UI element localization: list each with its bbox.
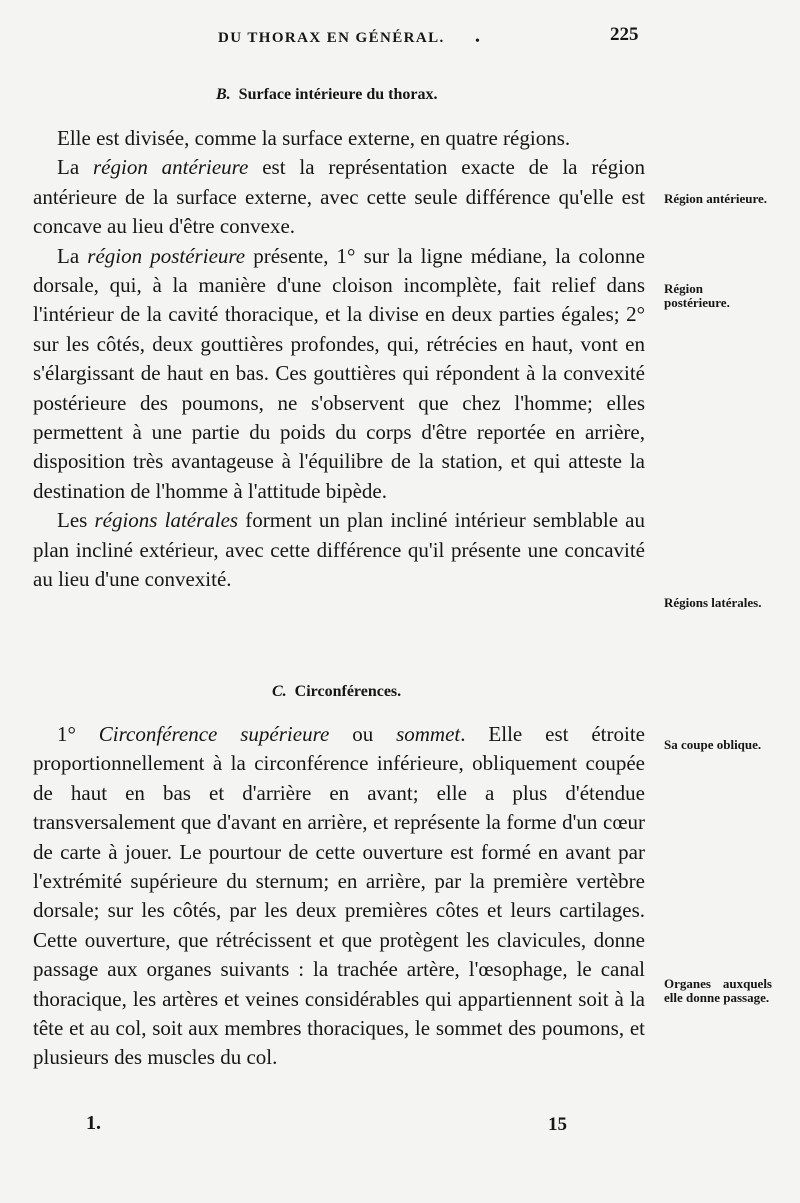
page-number: 225	[610, 24, 639, 45]
signature-number: 15	[548, 1114, 567, 1135]
main-text-continued	[33, 720, 645, 1073]
margin-note-lateral: Régions latérales.	[664, 595, 762, 610]
section-letter: C.	[272, 683, 287, 700]
margin-note-oblique: Sa coupe oblique.	[664, 737, 762, 752]
term-superior-circumference: Circonférence supérieure	[98, 722, 330, 746]
term-lateral: régions latérales	[94, 508, 239, 533]
paragraph-2: La région antérieure est la représentation exacte de la région antérieure de la surface externe, avec cette seule différence qu'elle est concave au lieu d'être convexe.	[33, 155, 645, 239]
term-posterior: région postérieure	[87, 243, 246, 268]
margin-note-posterior: Région postérieure.	[664, 281, 730, 310]
ornament-dot: •	[475, 34, 480, 49]
margin-note-organs: Organes auxquels elle donne passage.	[664, 976, 772, 1005]
signature-mark: 1.	[86, 1112, 101, 1134]
paragraph-5: 1° Circonférence supérieure ou sommet. Elle est étroite proportionnellement à la circonférence inférieure, obliquement coupée de haut en bas et d'arrière en avant; elle a plus d'étendue transversalement que d'avant en arrière, et représente la forme d'un cœur de carte à jouer. Le pourtour de cette ouverture est formé en avant par l'extrémité supérieure du sternum; en arrière, par la première vertèbre dorsale; sur les côtés, par les deux premières côtes et leurs cartilages. Cette ouverture, que rétrécissent et que protègent les clavicules, donne passage aux organes suivants : la trachée artère, l'œsophage, le canal thoracique, les artères et veines considérables qui appartiennent soit à la tête et au col, soit aux membres thoraciques, le sommet des poumons, et plusieurs des muscles du col.	[33, 722, 645, 1070]
section-heading-c	[272, 683, 401, 701]
section-heading-b	[216, 86, 437, 104]
paragraph-1: Elle est divisée, comme la surface externe, en quatre régions.	[57, 126, 571, 150]
paragraph-4: Les régions latérales forment un plan incliné intérieur semblable au plan incliné extérieur, avec cette différence qu'il présente une concavité au lieu d'une convexité.	[33, 508, 645, 592]
running-title: DU THORAX EN GÉNÉRAL.	[218, 30, 445, 46]
main-text	[33, 124, 645, 595]
section-letter: B.	[216, 86, 231, 103]
term-anterior: région antérieure	[93, 155, 249, 180]
section-title: Surface intérieure du thorax.	[238, 86, 438, 103]
term-sommet: sommet	[396, 722, 461, 746]
paragraph-3: La région postérieure présente, 1° sur la ligne médiane, la colonne dorsale, qui, à la manière d'une cloison incomplète, fait relief dans l'intérieur de la cavité thoracique, et la divise en deux parties égales; 2° sur les côtés, deux gouttières profondes, qui, rétrécies en haut, vont en s'élargissant de haut en bas. Ces gouttières qui répondent à la convexité postérieure des poumons, ne s'observent que chez l'homme; elles permettent à une partie du poids du corps d'être reportée en arrière, disposition très avantageuse à l'équilibre de la station, et qui atteste la destination de l'homme à l'attitude bipède.	[33, 243, 646, 503]
margin-note-anterior: Région antérieure.	[664, 191, 768, 206]
section-title: Circonférences.	[294, 683, 402, 700]
